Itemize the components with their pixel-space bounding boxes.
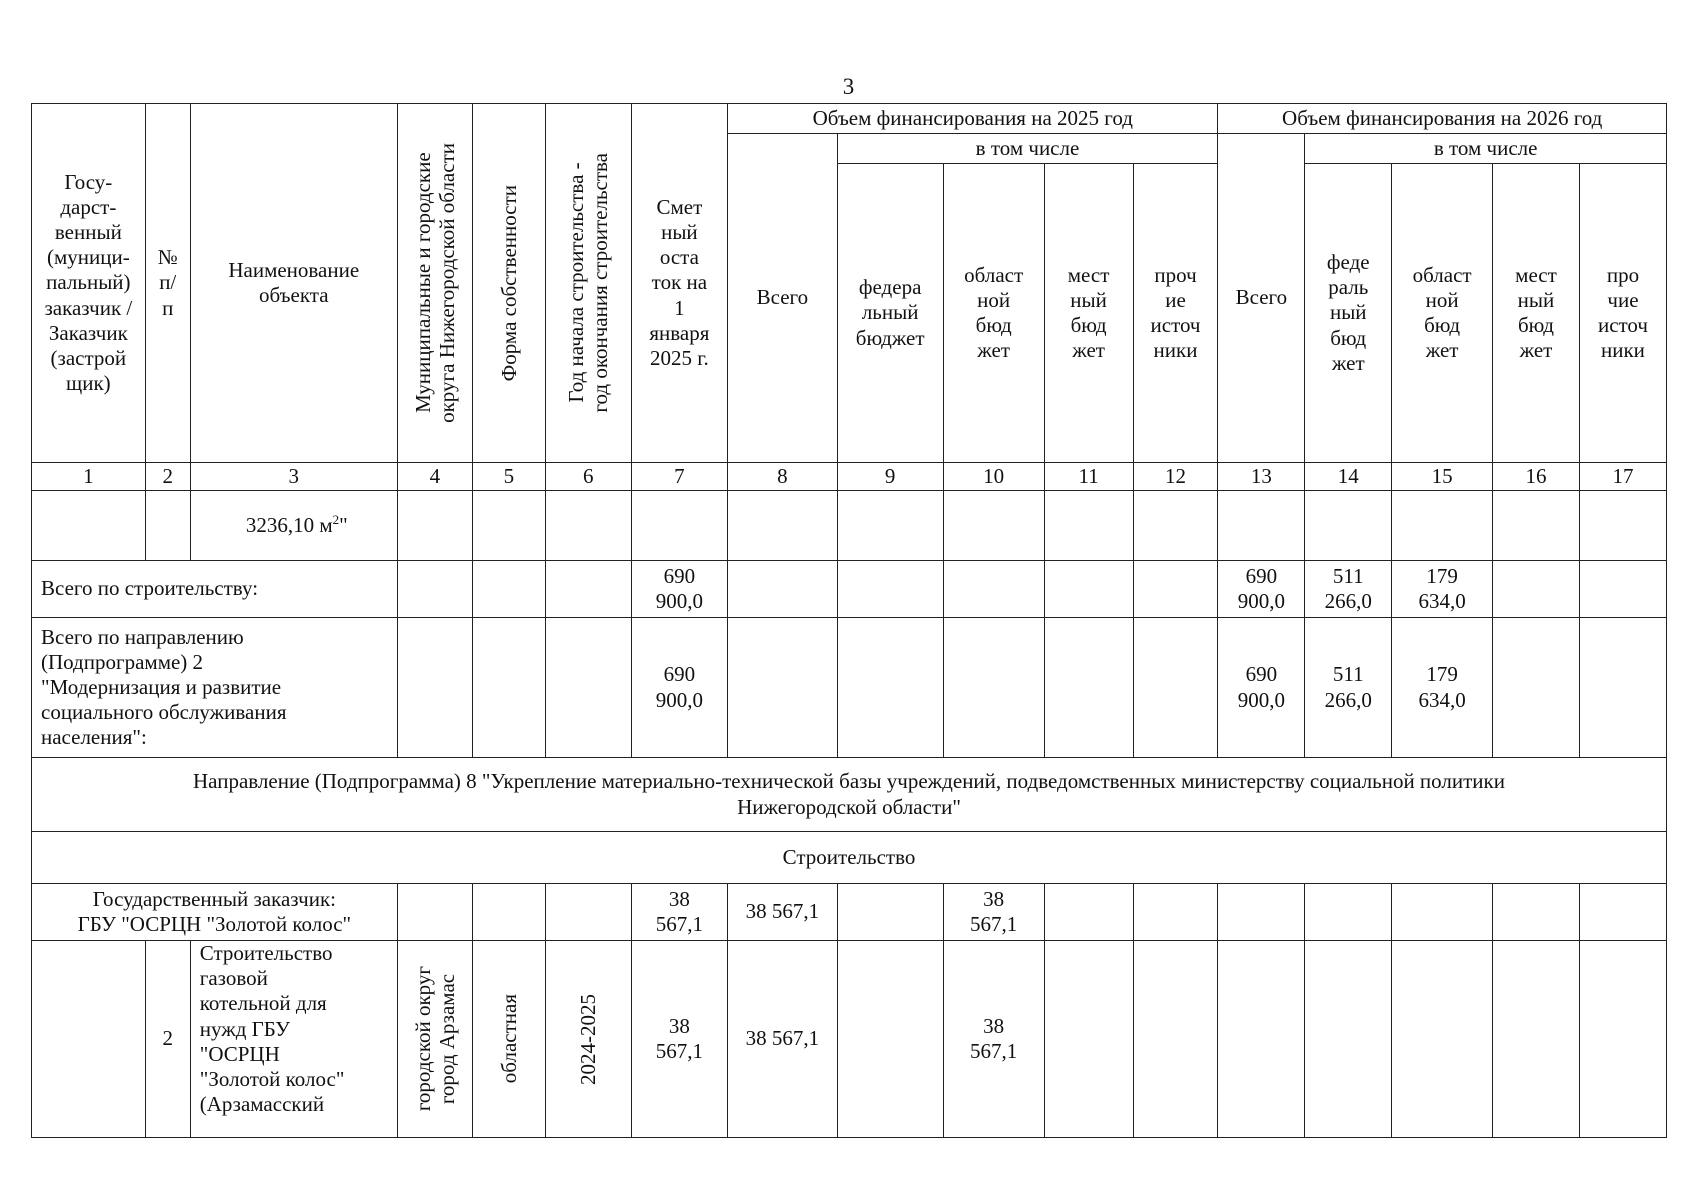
header-estimated-balance: Смет ный оста ток на 1 января 2025 г. xyxy=(631,104,728,463)
header-including-2025: в том числе xyxy=(837,134,1218,164)
header-regional-2026: област ной бюд жет xyxy=(1392,164,1493,463)
total-direction-label: Всего по направлению (Подпрограмме) 2 "Модернизация и развитие социального обслуживания населения": xyxy=(32,618,398,758)
customer-c7: 38 567,1 xyxy=(631,884,728,941)
header-regional-2025: област ной бюд жет xyxy=(943,164,1044,463)
header-ownership: Форма собственности xyxy=(472,104,545,463)
header-federal-2025: федера льный бюджет xyxy=(837,164,943,463)
customer-c8: 38 567,1 xyxy=(728,884,837,941)
total-direction-c14: 511 266,0 xyxy=(1305,618,1392,758)
header-customer: Госу- дарст- венный (муници- пальный) заказчик / Заказчик (застрой щик) xyxy=(32,104,146,463)
header-including-2026: в том числе xyxy=(1305,134,1667,164)
column-number: 2 xyxy=(145,463,190,491)
total-construction-c14: 511 266,0 xyxy=(1305,561,1392,618)
column-number: 6 xyxy=(545,463,631,491)
column-number: 14 xyxy=(1305,463,1392,491)
item-c7: 38 567,1 xyxy=(631,941,728,1138)
header-total-2026: Всего xyxy=(1218,134,1305,463)
total-construction-row xyxy=(32,561,1667,618)
header-fin-2026: Объем финансирования на 2026 год xyxy=(1218,104,1667,134)
header-number: № п/ п xyxy=(145,104,190,463)
header-object-name: Наименование объекта xyxy=(190,104,397,463)
total-direction-c13: 690 900,0 xyxy=(1218,618,1305,758)
page-number: 3 xyxy=(842,74,855,99)
header-local-2026: мест ный бюд жет xyxy=(1493,164,1580,463)
column-number: 11 xyxy=(1044,463,1133,491)
customer-row xyxy=(32,884,1667,941)
continuation-row xyxy=(32,491,1667,561)
customer-c10: 38 567,1 xyxy=(943,884,1044,941)
column-numbers-row xyxy=(32,463,1667,491)
item-row xyxy=(32,941,1667,1138)
header-fin-2025: Объем финансирования на 2025 год xyxy=(728,104,1218,134)
header-local-2025: мест ный бюд жет xyxy=(1044,164,1133,463)
column-number: 16 xyxy=(1493,463,1580,491)
header-other-2025: проч ие источ ники xyxy=(1133,164,1218,463)
total-construction-label: Всего по строительству: xyxy=(32,561,398,618)
total-direction-c15: 179 634,0 xyxy=(1392,618,1493,758)
column-number: 15 xyxy=(1392,463,1493,491)
item-ownership: областная xyxy=(472,941,545,1138)
column-number: 17 xyxy=(1579,463,1666,491)
item-years: 2024-2025 xyxy=(545,941,631,1138)
column-number: 4 xyxy=(397,463,472,491)
item-name: Строительство газовой котельной для нужд ГБУ "ОСРЦН "Золотой колос" (Арзамасский xyxy=(190,941,397,1138)
section-construction-heading: Строительство xyxy=(32,832,1667,884)
total-construction-c15: 179 634,0 xyxy=(1392,561,1493,618)
item-number: 2 xyxy=(145,941,190,1138)
column-number: 10 xyxy=(943,463,1044,491)
column-number: 12 xyxy=(1133,463,1218,491)
header-total-2025: Всего xyxy=(728,134,837,463)
customer-label: Государственный заказчик: ГБУ "ОСРЦН "Золотой колос" xyxy=(32,884,398,941)
column-number: 3 xyxy=(190,463,397,491)
header-years: Год начала строительства - год окончания строительства xyxy=(545,104,631,463)
column-number: 13 xyxy=(1218,463,1305,491)
column-number: 8 xyxy=(728,463,837,491)
header-districts: Муниципальные и городские округа Нижегородской области xyxy=(397,104,472,463)
header-federal-2026: феде раль ный бюд жет xyxy=(1305,164,1392,463)
total-construction-c13: 690 900,0 xyxy=(1218,561,1305,618)
column-number: 7 xyxy=(631,463,728,491)
column-number: 1 xyxy=(32,463,146,491)
column-number: 9 xyxy=(837,463,943,491)
item-c8: 38 567,1 xyxy=(728,941,837,1138)
column-number: 5 xyxy=(472,463,545,491)
continuation-text: 3236,10 $м^2$" xyxy=(190,491,397,561)
total-direction-c7: 690 900,0 xyxy=(631,618,728,758)
financing-table xyxy=(31,103,1667,1138)
direction-8-heading: Направление (Подпрограмма) 8 "Укрепление материально-технической базы учреждений, подведомственных министерству социальной политики Нижегородской области" xyxy=(32,758,1667,832)
total-construction-c7: 690 900,0 xyxy=(631,561,728,618)
item-district: городской округ город Арзамас xyxy=(397,941,472,1138)
header-other-2026: про чие источ ники xyxy=(1579,164,1666,463)
total-direction-row xyxy=(32,618,1667,758)
item-c10: 38 567,1 xyxy=(943,941,1044,1138)
